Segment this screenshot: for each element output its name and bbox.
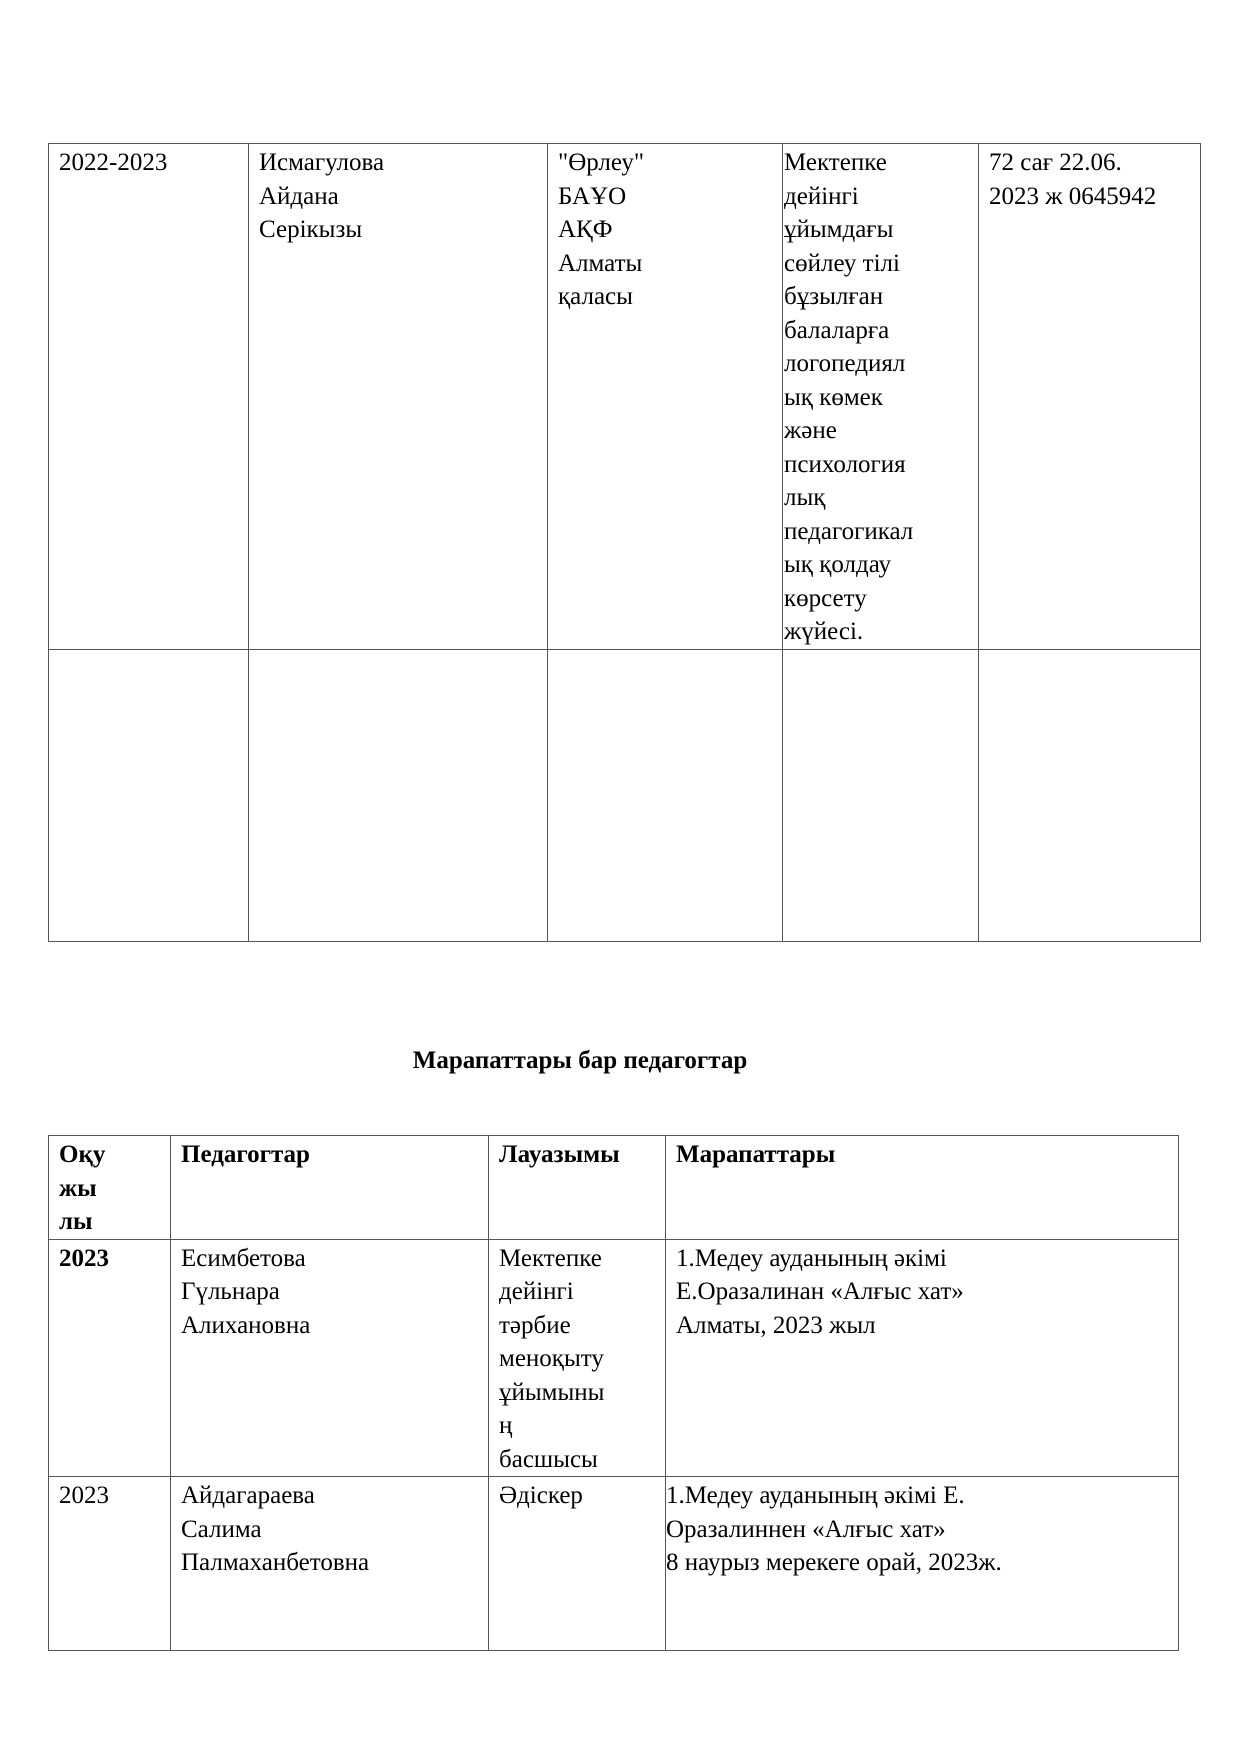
name-cell [249, 649, 548, 941]
award-cell: 1.Медеу ауданының әкімі Е.Оразалинан «Алғыс хат» Алматы, 2023 жыл [666, 1239, 1179, 1477]
award-cell: 1.Медеу ауданының әкімі Е. Оразалиннен «Алғыс хат» 8 наурыз мерекеге орай, 2023ж. [666, 1477, 1179, 1651]
year-cell: 2023 [49, 1239, 171, 1477]
certificate-cell [979, 649, 1201, 941]
table-row [49, 649, 1201, 941]
organization-cell: "Өрлеу" БАҰО АҚФ Алматы қаласы [548, 144, 783, 650]
teacher-cell: Есимбетова Гүльнара Алихановна [171, 1239, 489, 1477]
position-cell: Әдіскер [489, 1477, 666, 1651]
header-year: Оқу жы лы [49, 1136, 171, 1240]
header-position: Лауазымы [489, 1136, 666, 1240]
awards-table [48, 1135, 1179, 1651]
organization-cell [548, 649, 783, 941]
year-cell: 2022-2023 [49, 144, 249, 650]
topic-cell: Мектепке дейінгі ұйымдағы сөйлеу тілі бұзылған балаларға логопедиял ық көмек және психология лық педагогикал ық қолдау көрсету жүйесі. [783, 144, 979, 650]
name-cell: Исмагулова Айдана Серікызы [249, 144, 548, 650]
table-row [49, 1239, 1179, 1477]
courses-table [48, 143, 1201, 942]
table-row [49, 1477, 1179, 1651]
topic-cell [783, 649, 979, 941]
header-teachers: Педагогтар [171, 1136, 489, 1240]
table-row [49, 144, 1201, 650]
section-title: Марапаттары бар педагогтар [412, 1047, 748, 1074]
header-row [49, 1136, 1179, 1240]
year-cell: 2023 [49, 1477, 171, 1651]
position-cell: Мектепке дейінгі тәрбие меноқыту ұйымыны ң басшысы [489, 1239, 666, 1477]
teacher-cell: Айдагараева Салима Палмаханбетовна [171, 1477, 489, 1651]
certificate-cell: 72 сағ 22.06. 2023 ж 0645942 [979, 144, 1201, 650]
header-awards: Марапаттары [666, 1136, 1179, 1240]
year-cell [49, 649, 249, 941]
